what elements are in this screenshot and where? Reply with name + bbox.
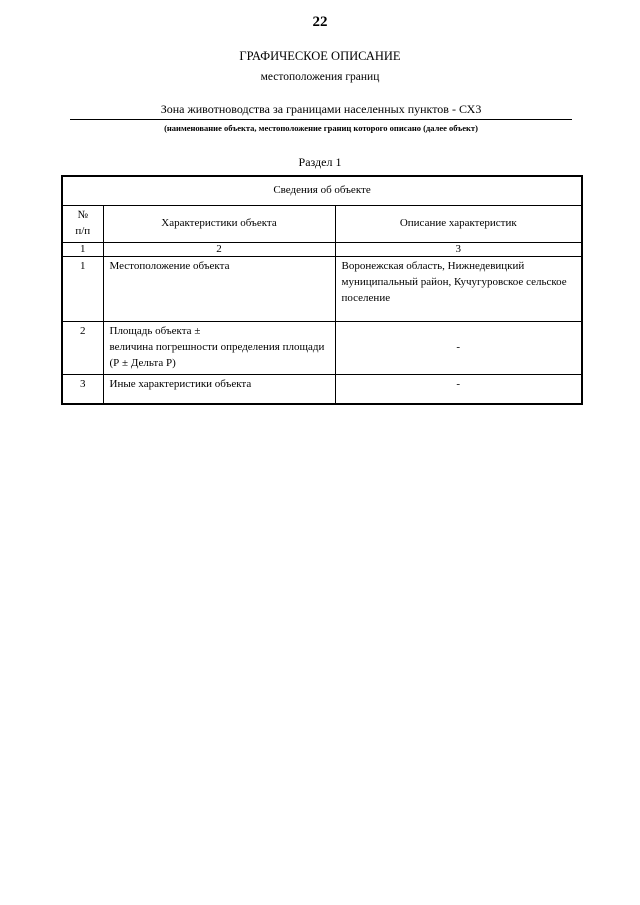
column-index-row bbox=[62, 243, 582, 257]
row-num: 2 bbox=[62, 322, 103, 375]
page-number: 22 bbox=[312, 14, 328, 30]
row-description: - bbox=[335, 374, 582, 404]
object-name: Зона животноводства за границами населенных пунктов - СХ3 bbox=[160, 102, 482, 116]
column-header-num: № п/п bbox=[62, 206, 103, 243]
column-index: 1 bbox=[62, 243, 103, 257]
object-name-underline bbox=[70, 119, 572, 120]
row-characteristic: Площадь объекта ± величина погрешности определения площади (Р ± Дельта Р) bbox=[103, 322, 335, 375]
table-row bbox=[62, 374, 582, 404]
object-name-caption: (наименование объекта, местоположение границ которого описано (далее объект) bbox=[164, 123, 478, 133]
section-title: Раздел 1 bbox=[298, 155, 342, 169]
table-header: Сведения об объекте bbox=[62, 176, 582, 206]
column-index: 2 bbox=[103, 243, 335, 257]
row-characteristic: Местоположение объекта bbox=[103, 257, 335, 322]
row-description: Воронежская область, Нижнедевицкий муниципальный район, Кучугуровское сельское поселение bbox=[335, 257, 582, 322]
row-characteristic: Иные характеристики объекта bbox=[103, 374, 335, 404]
row-num: 3 bbox=[62, 374, 103, 404]
table-row bbox=[62, 322, 582, 375]
column-header-row bbox=[62, 206, 582, 243]
column-header-description: Описание характеристик bbox=[335, 206, 582, 243]
table-row bbox=[62, 257, 582, 322]
document-title: ГРАФИЧЕСКОЕ ОПИСАНИЕ bbox=[239, 49, 401, 63]
document-subtitle: местоположения границ bbox=[260, 71, 380, 83]
row-description: - bbox=[335, 322, 582, 375]
table-header-row bbox=[62, 176, 582, 206]
column-index: 3 bbox=[335, 243, 582, 257]
column-header-characteristic: Характеристики объекта bbox=[103, 206, 335, 243]
object-info-table bbox=[61, 175, 583, 405]
row-num: 1 bbox=[62, 257, 103, 322]
